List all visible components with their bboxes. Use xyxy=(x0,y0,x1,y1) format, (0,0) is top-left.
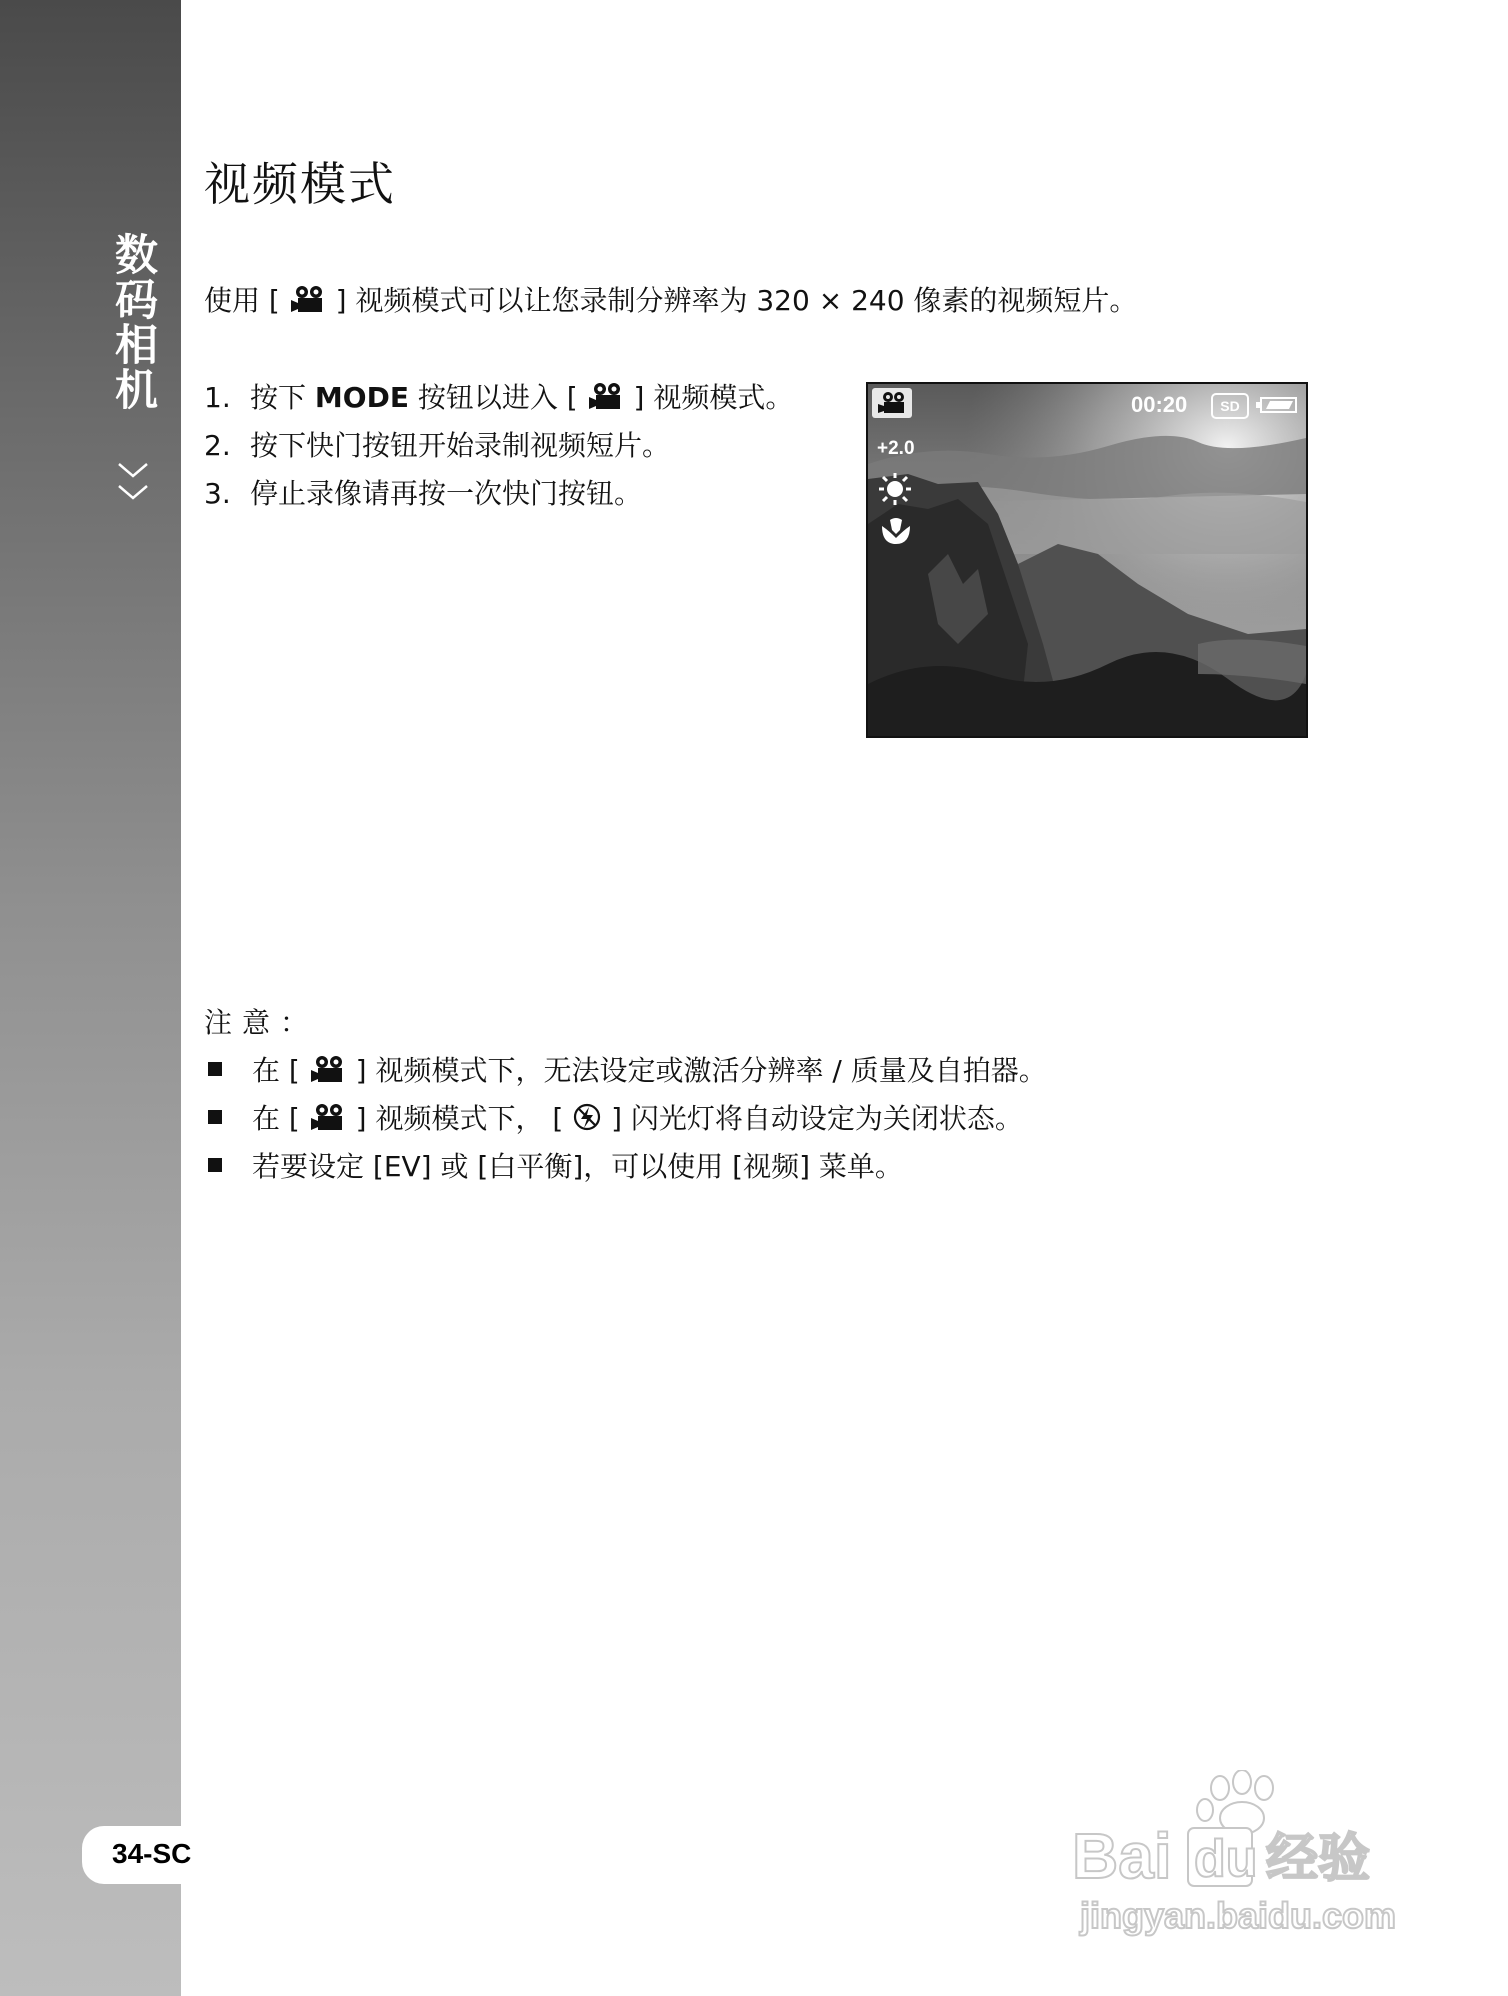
exposure-value: +2.0 xyxy=(877,438,915,459)
flash-off-icon xyxy=(572,1102,602,1132)
sd-card-indicator: SD xyxy=(1211,393,1249,419)
note-label: 注意： xyxy=(204,1006,319,1039)
camera-lcd-preview xyxy=(866,382,1308,738)
mode-key-label: MODE xyxy=(314,381,409,414)
intro-text-after: ] 视频模式可以让您录制分辨率为 320 × 240 像素的视频短片。 xyxy=(335,284,1138,317)
page-title: 视频模式 xyxy=(204,157,396,211)
recording-time: 00:20 xyxy=(1131,392,1188,417)
step-text: 停止录像请再按一次快门按钮。 xyxy=(250,477,643,510)
macro-flower-icon xyxy=(878,516,914,546)
step-number: 1. xyxy=(204,381,231,414)
chapter-title: 数码相机 xyxy=(108,232,158,412)
note-text: 若要设定 [EV] 或 [白平衡]，可以使用 [视频] 菜单。 xyxy=(252,1150,903,1183)
movie-camera-icon xyxy=(872,388,912,418)
note-item-1 xyxy=(204,1049,1047,1089)
step-item-1 xyxy=(204,376,793,416)
chevron-double-down-icon xyxy=(113,460,153,510)
note-text-after: ] 闪光灯将自动设定为关闭状态。 xyxy=(611,1102,1023,1135)
bullet-icon xyxy=(208,1158,222,1172)
landscape-photo xyxy=(868,384,1306,736)
step-number: 3. xyxy=(204,477,231,510)
movie-camera-icon xyxy=(289,284,327,314)
watermark-url: jingyan.baidu.com xyxy=(1080,1895,1397,1936)
note-item-2 xyxy=(204,1097,1023,1137)
baidu-jingyan-watermark xyxy=(1070,1770,1450,1940)
note-text-mid: ] 视频模式下， [ xyxy=(355,1102,564,1135)
watermark-brand: Bai xyxy=(1072,1820,1172,1892)
note-item-3 xyxy=(204,1145,903,1185)
movie-camera-icon xyxy=(309,1054,347,1084)
step-text: 按下快门按钮开始录制视频短片。 xyxy=(250,429,671,462)
note-text-before: 在 [ xyxy=(252,1054,300,1087)
step-text-mid: 按钮以进入 [ xyxy=(408,381,578,414)
step-item-3 xyxy=(204,472,642,512)
movie-camera-icon xyxy=(309,1102,347,1132)
bullet-icon xyxy=(208,1062,222,1076)
intro-paragraph xyxy=(204,279,1137,319)
bullet-icon xyxy=(208,1110,222,1124)
note-text-after: ] 视频模式下，无法设定或激活分辨率 / 质量及自拍器。 xyxy=(355,1054,1047,1087)
page-number: 34-SC xyxy=(112,1838,192,1869)
step-number: 2. xyxy=(204,429,231,462)
step-text-after: ] 视频模式。 xyxy=(633,381,794,414)
intro-text-before: 使用 [ xyxy=(204,284,280,317)
note-text-before: 在 [ xyxy=(252,1102,300,1135)
step-item-2 xyxy=(204,424,670,464)
sunny-white-balance-icon xyxy=(878,472,912,506)
note-heading xyxy=(204,1001,318,1041)
battery-icon xyxy=(1256,397,1298,413)
watermark-brand-cn: 经验 xyxy=(1266,1830,1371,1888)
movie-camera-icon xyxy=(587,381,625,411)
watermark-brand-box: du xyxy=(1194,1830,1258,1888)
step-text-before: 按下 xyxy=(250,381,315,414)
